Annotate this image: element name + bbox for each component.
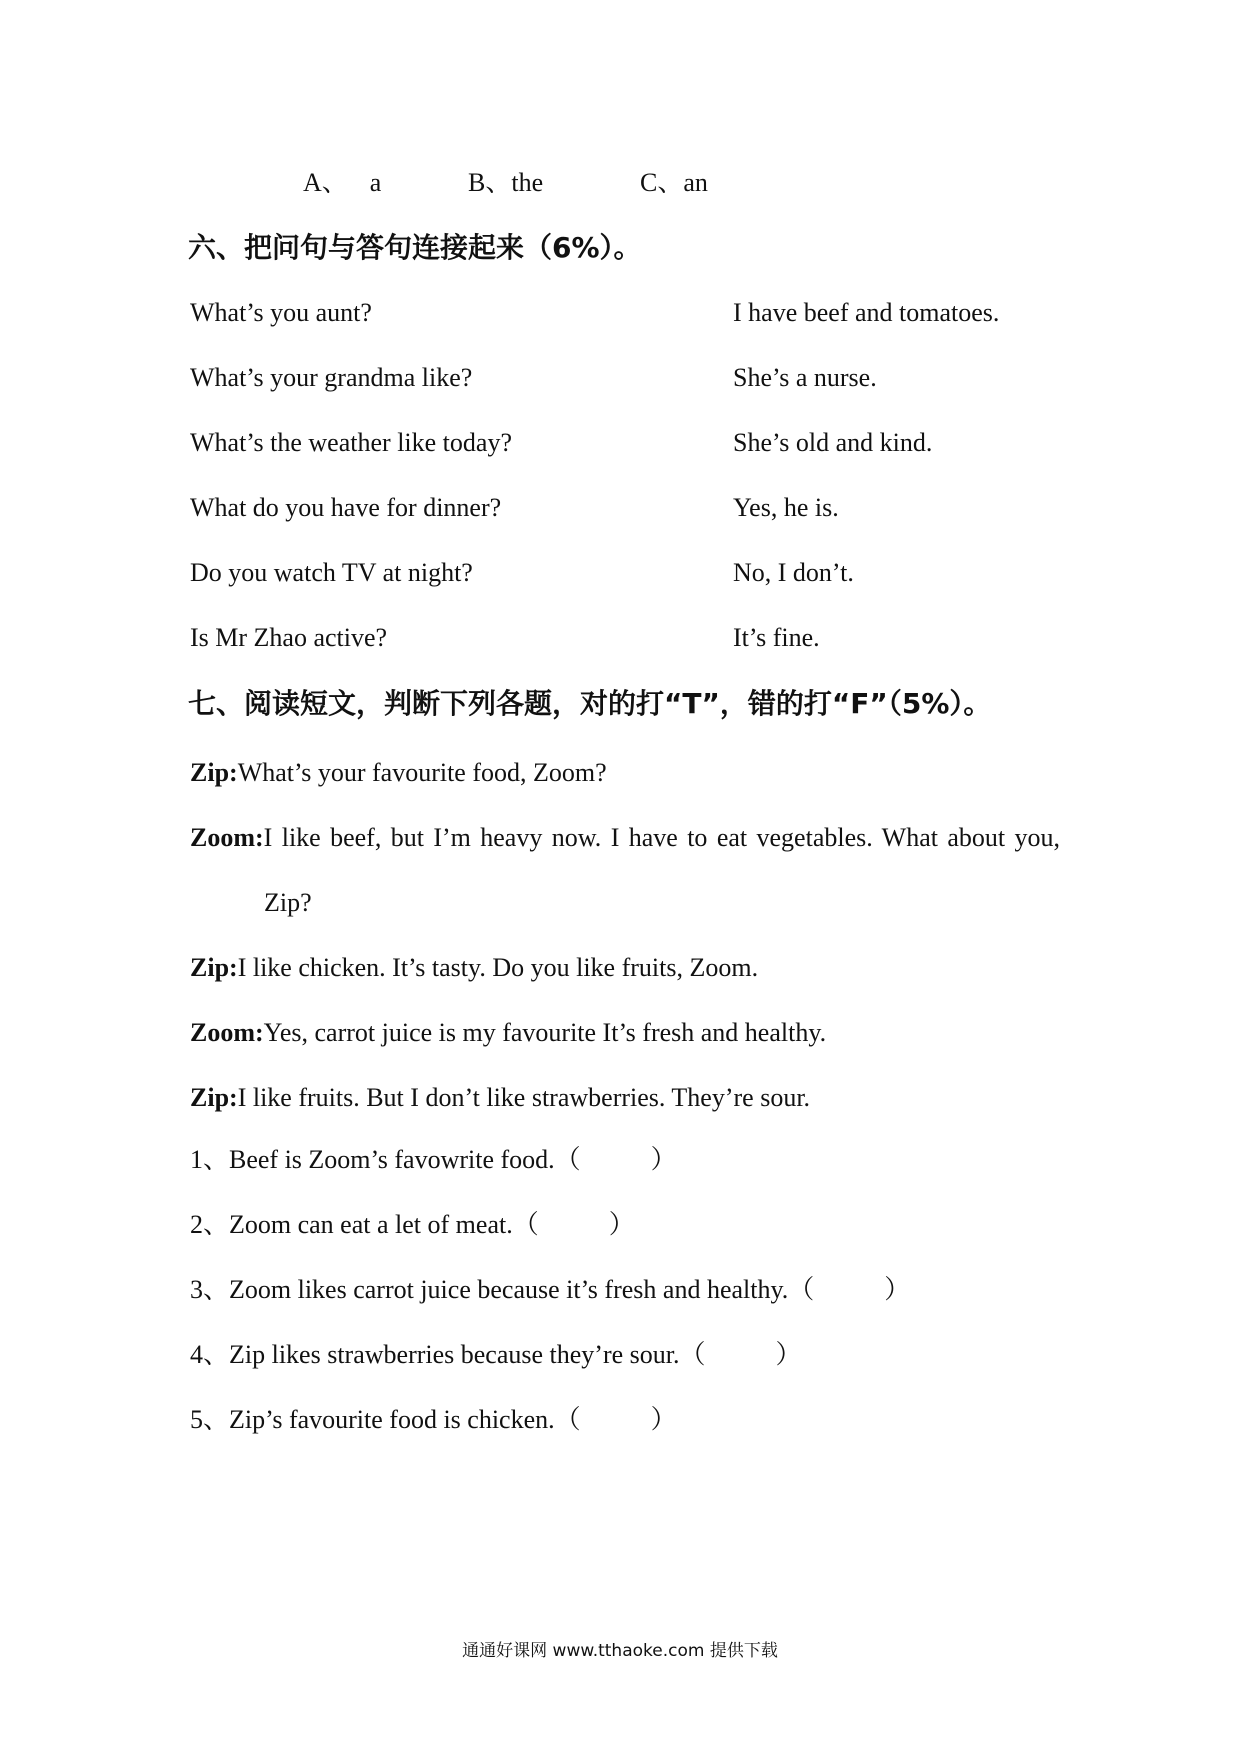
speaker: Zip: <box>190 953 238 982</box>
statement-text: 2、Zoom can eat a let of meat.（ <box>190 1210 539 1239</box>
answer-1: I have beef and tomatoes. <box>733 298 1000 327</box>
speaker: Zoom: <box>190 1018 264 1047</box>
option-b-value: the <box>511 168 544 197</box>
statement-text: 1、Beef is Zoom’s favowrite food.（ <box>190 1145 581 1174</box>
speaker: Zip: <box>190 758 238 787</box>
speaker: Zip: <box>190 1083 238 1112</box>
question-3: What’s the weather like today? <box>190 428 512 457</box>
section-7-heading: 七、阅读短文，判断下列各题，对的打“T”，错的打“F”（5%）。 <box>188 687 992 720</box>
page-footer: 通通好课网 www.tthaoke.com 提供下载 <box>462 1641 778 1661</box>
option-c-value: an <box>683 168 708 197</box>
dialog-line-1 <box>190 740 1060 805</box>
close-paren: ） <box>775 1340 802 1369</box>
option-b-label: B、 <box>468 168 512 197</box>
speaker: Zoom: <box>190 823 264 852</box>
answer-2: She’s a nurse. <box>733 363 877 392</box>
dialog-text: Yes, carrot juice is my favourite It’s fresh and healthy. <box>263 1018 827 1047</box>
statement-2 <box>190 1208 635 1242</box>
close-paren: ） <box>608 1210 635 1239</box>
answer-6: It’s fine. <box>733 623 820 652</box>
statement-text: 5、Zip’s favourite food is chicken.（ <box>190 1405 581 1434</box>
dialog-line-3 <box>190 935 1060 1000</box>
statement-4 <box>190 1338 802 1372</box>
statement-5 <box>190 1403 677 1437</box>
dialog-text: I like beef, but I’m heavy now. I have to eat vegetables. What about you, Zip? <box>263 823 1060 917</box>
answer-4: Yes, he is. <box>733 493 839 522</box>
question-6: Is Mr Zhao active? <box>190 623 388 652</box>
statement-text: 4、Zip likes strawberries because they’re sour.（ <box>190 1340 706 1369</box>
statement-1 <box>190 1143 677 1177</box>
dialog <box>190 740 1060 1130</box>
dialog-line-5 <box>190 1065 1060 1130</box>
section-6-heading: 六、把问句与答句连接起来（6%）。 <box>188 231 642 264</box>
close-paren: ） <box>884 1275 911 1304</box>
question-5: Do you watch TV at night? <box>190 558 473 587</box>
option-c-label: C、 <box>640 168 684 197</box>
answer-3: She’s old and kind. <box>733 428 933 457</box>
question-2: What’s your grandma like? <box>190 363 473 392</box>
option-c <box>640 166 708 200</box>
dialog-line-2 <box>190 805 1060 935</box>
statement-text: 3、Zoom likes carrot juice because it’s fresh and healthy.（ <box>190 1275 815 1304</box>
option-a-label: A、 <box>303 168 348 197</box>
question-1: What’s you aunt? <box>190 298 372 327</box>
question-4: What do you have for dinner? <box>190 493 502 522</box>
dialog-text: I like chicken. It’s tasty. Do you like fruits, Zoom. <box>237 953 759 982</box>
dialog-text: I like fruits. But I don’t like strawberries. They’re sour. <box>237 1083 811 1112</box>
dialog-line-4 <box>190 1000 1060 1065</box>
close-paren: ） <box>650 1405 677 1434</box>
answer-5: No, I don’t. <box>733 558 854 587</box>
close-paren: ） <box>650 1145 677 1174</box>
option-b <box>468 166 543 200</box>
option-a <box>303 166 381 200</box>
dialog-text: What’s your favourite food, Zoom? <box>237 758 607 787</box>
statement-3 <box>190 1273 910 1307</box>
option-a-value: a <box>369 168 382 197</box>
